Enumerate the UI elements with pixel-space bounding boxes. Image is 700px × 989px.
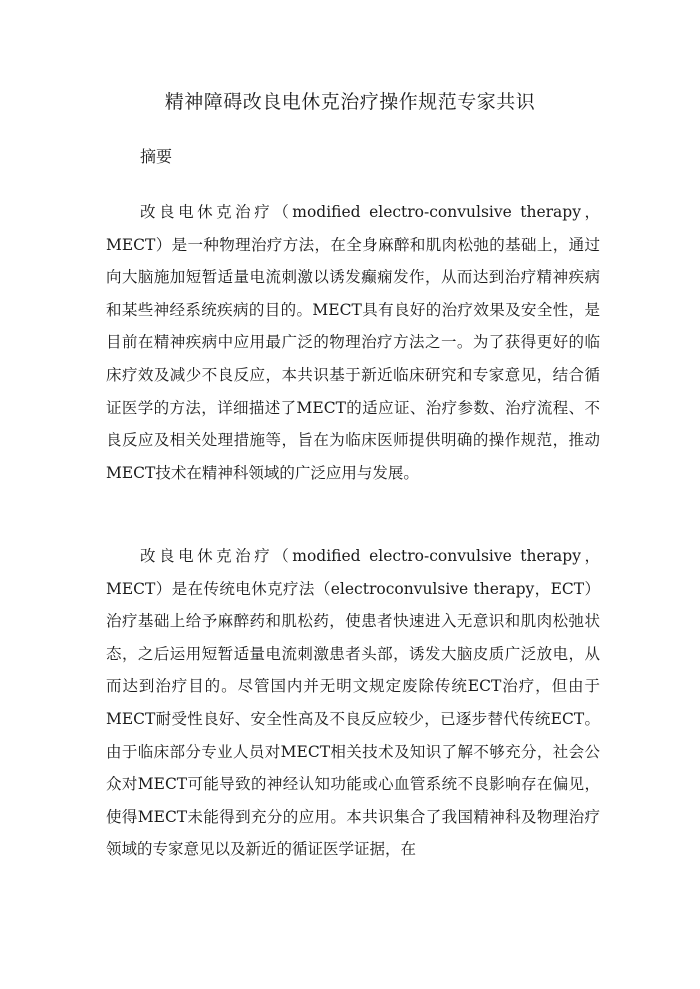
abstract-heading: 摘要 — [140, 147, 173, 166]
abstract-paragraph: 改良电休克治疗（modified electro-convulsive therapy，MECT）是一种物理治疗方法，在全身麻醉和肌肉松弛的基础上，通过向大脑施加短暂适量电流刺激以诱发癫痫发作，从而达到治疗精神疾病和某些神经系统疾病的目的。MECT具有良好的治疗效果及安全性，是目前在精神疾病中应用最广泛的物理治疗方法之一。为了获得更好的临床疗效及减少不良反应，本共识基于新近临床研究和专家意见，结合循证医学的方法，详细描述了MECT的适应证、治疗参数、治疗流程、不良反应及相关处理措施等，旨在为临床医师提供明确的操作规范，推动MECT技术在精神科领域的广泛应用与发展。 — [106, 203, 600, 482]
document-title: 精神障碍改良电休克治疗操作规范专家共识 — [164, 91, 536, 113]
body-paragraph: 改良电休克治疗（modified electro-convulsive therapy，MECT）是在传统电休克疗法（electroconvulsive therapy，ECT）治疗基础上给予麻醉药和肌松药，使患者快速进入无意识和肌肉松弛状态，之后运用短暂适量电流刺激患者头部，诱发大脑皮质广泛放电，从而达到治疗目的。尽管国内并无明文规定废除传统ECT治疗，但由于MECT耐受性良好、安全性高及不良反应较少，已逐步替代传统ECT。由于临床部分专业人员对MECT相关技术及知识了解不够充分，社会公众对MECT可能导致的神经认知功能或心血管系统不良影响存在偏见，使得MECT未能得到充分的应用。本共识集合了我国精神科及物理治疗领域的专家意见以及新近的循证医学证据，在 — [106, 547, 600, 859]
